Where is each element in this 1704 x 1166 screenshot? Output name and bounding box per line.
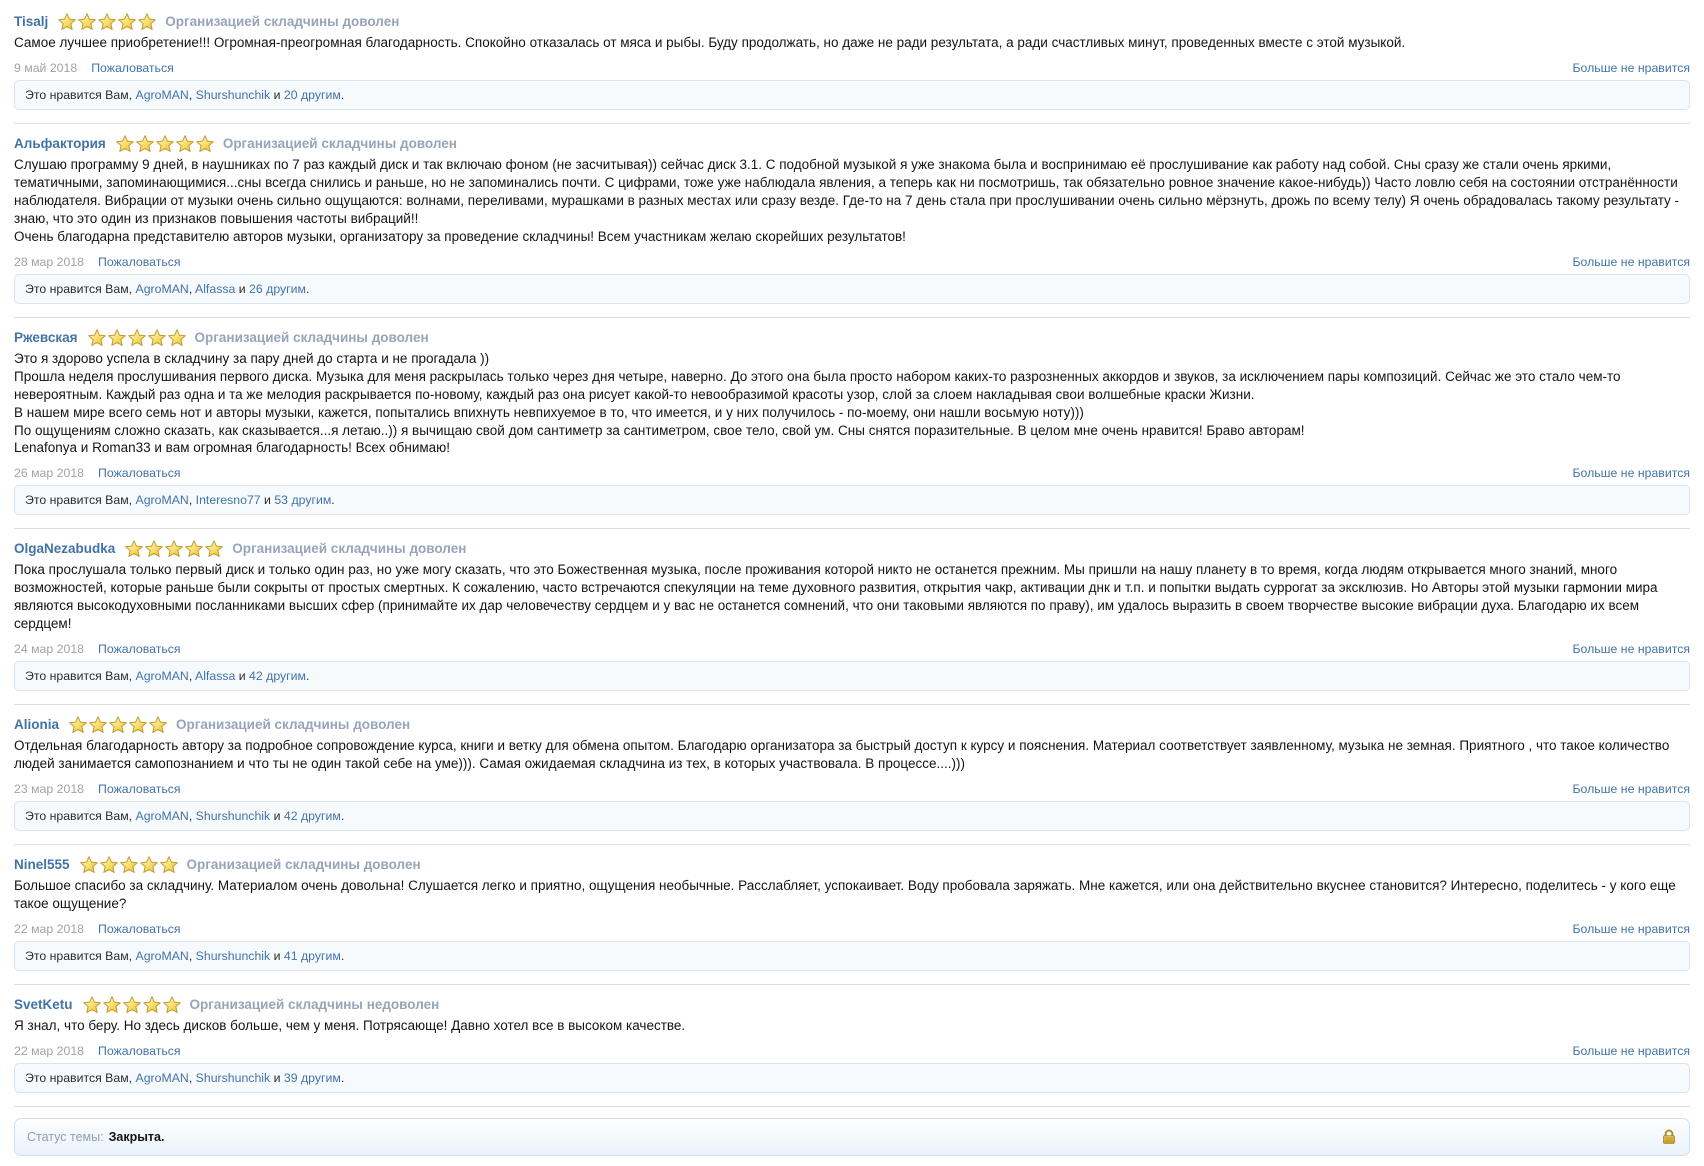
likes-lead-text: Это нравится Вам, [25, 87, 133, 102]
likes-conjunction: и [238, 281, 246, 296]
organizer-verdict-label: Организацией складчины доволен [222, 135, 457, 151]
unlike-link[interactable]: Больше не нравится [1572, 60, 1690, 75]
likes-summary-bar [14, 1063, 1690, 1093]
review-paragraph: Я знал, что беру. Но здесь дисков больше, чем у меня. Потрясающе! Давно хотел все в высоком качестве. [14, 1018, 686, 1034]
report-link[interactable]: Пожаловаться [98, 254, 181, 269]
liker-link-2[interactable]: Shurshunchik [195, 949, 271, 964]
star-icon [78, 13, 96, 30]
likes-period: . [340, 87, 345, 102]
unlike-link[interactable]: Больше не нравится [1572, 642, 1690, 657]
likes-period: . [340, 809, 345, 824]
thread-status-label: Статус темы: [27, 1130, 104, 1145]
likes-others-link[interactable]: 41 другим [283, 949, 341, 964]
rating-stars [88, 329, 186, 346]
review-paragraph: Самое лучшее приобретение!!! Огромная-преогромная благодарность. Спокойно отказалась от мяса и рыбы. Буду продолжать, но даже не ради результата, а ради счастливых минут, проведенных вместе с этой музыкой. [14, 35, 1406, 50]
likes-separator: , [188, 669, 193, 684]
review-paragraph: Очень благодарна представителю авторов музыки, организатору за проведение складчины! Всем участникам желаю скорейших результатов! [14, 228, 906, 244]
star-icon [69, 716, 87, 733]
post-date: 9 май 2018 [14, 60, 78, 75]
star-icon [165, 540, 183, 557]
star-icon [140, 856, 158, 873]
review-post [14, 985, 1690, 1107]
review-meta-row [14, 466, 1690, 480]
review-paragraph: Прошла неделя прослушивания первого диска. Музыка для меня раскрылась только через дня четыре, наверно. До этого она была просто набором каких-то разрозненных аккордов и звуков, за исключением пары композиций. Сейчас же это стало чем-то невероятным. Каждый раз одна и та же мелодия раскрывается по-новому, каждый раз она рисует какой-то невообразимой красоты узор, слой за слоем накладывая свои волшебные краски Жизни. [14, 368, 1621, 402]
likes-summary-bar [14, 941, 1690, 971]
star-icon [100, 856, 118, 873]
star-icon [125, 540, 143, 557]
rating-stars [116, 135, 214, 152]
likes-separator: , [188, 281, 193, 296]
organizer-verdict-label: Организацией складчины доволен [232, 541, 467, 557]
likes-period: . [340, 1071, 345, 1086]
review-post [14, 124, 1690, 318]
unlike-link[interactable]: Больше не нравится [1572, 1044, 1690, 1059]
rating-stars [58, 13, 156, 30]
review-paragraph: Lenafonya и Roman33 и вам огромная благодарность! Всех обнимаю! [14, 440, 451, 456]
liker-link-2[interactable]: Alfassa [195, 281, 236, 296]
star-icon [118, 13, 136, 30]
post-date: 26 мар 2018 [14, 466, 84, 481]
likes-summary-bar [14, 80, 1690, 110]
review-paragraph: Это я здорово успела в складчину за пару дней до старта и не прогадала )) [14, 350, 490, 366]
report-link[interactable]: Пожаловаться [98, 922, 181, 937]
rating-stars [83, 996, 181, 1013]
liker-link-1[interactable]: AgroMAN [135, 493, 189, 508]
organizer-verdict-label: Организацией складчины недоволен [189, 997, 440, 1013]
review-meta-row [14, 255, 1690, 269]
likes-lead-text: Это нравится Вам, [25, 669, 133, 684]
star-icon [149, 716, 167, 733]
likes-lead-text: Это нравится Вам, [25, 1071, 133, 1086]
star-icon [109, 716, 127, 733]
post-date: 24 мар 2018 [14, 642, 84, 657]
review-paragraph: Слушаю программу 9 дней, в наушниках по 7 раз каждый диск и так включаю фоном (не засчитывая)) сейчас диск 3.1. С подобной музыкой я уже знакома была и воспринимаю её прослушивание как работу над собой. Сны сразу же стали очень яркими, тематичными, запоминающимися...сны всегда снились и раньше, но не запоминались почти. С цифрами, тоже уже наблюдала явления, а теперь как ни посмотришь, так обязательно ровное значение какое-нибудь)) Часто ловлю себя на состоянии отстранённости наблюдателя. Вибрации от музыки очень сильно ощущаются: волнами, переливами, мурашками в разных местах или сразу везде. Где-то на 7 день стала при прослушивании очень сильно мёрзнуть, дрожь по всему телу) Я очень обрадовалась такому результату - знаю, что это один из признаков повышения частоты вибраций!! [14, 156, 1680, 226]
username-link[interactable]: Ржевская [14, 329, 78, 345]
review-header [14, 135, 1690, 152]
star-icon [168, 329, 186, 346]
likes-summary-bar [14, 801, 1690, 831]
likes-conjunction: и [273, 87, 281, 102]
liker-link-1[interactable]: AgroMAN [135, 949, 189, 964]
report-link[interactable]: Пожаловаться [98, 782, 181, 797]
likes-separator: , [188, 949, 193, 964]
star-icon [196, 135, 214, 152]
review-post [14, 2, 1690, 124]
star-icon [136, 135, 154, 152]
likes-separator: , [188, 1071, 193, 1086]
unlike-link[interactable]: Больше не нравится [1572, 466, 1690, 481]
review-header [14, 996, 1690, 1013]
rating-stars [80, 856, 178, 873]
star-icon [123, 996, 141, 1013]
thread-status-bar [14, 1118, 1690, 1156]
organizer-verdict-label: Организацией складчины доволен [165, 14, 400, 29]
username-link[interactable]: OlgaNezabudka [14, 541, 116, 557]
likes-separator: , [188, 809, 193, 824]
review-meta-row [14, 782, 1690, 796]
report-link[interactable]: Пожаловаться [98, 1044, 181, 1059]
likes-lead-text: Это нравится Вам, [25, 809, 133, 824]
likes-summary-bar [14, 661, 1690, 691]
likes-others-link[interactable]: 53 другим [274, 493, 332, 508]
likes-others-link[interactable]: 42 другим [283, 809, 341, 824]
review-paragraph: По ощущениям сложно сказать, как сказывается...я летаю..)) я вычищаю свой дом сантиметр за сантиметром, свое тело, свой ум. Сны снятся поразительные. В целом мне очень нравится! Браво авторам! [14, 422, 1305, 438]
review-header [14, 540, 1690, 557]
liker-link-1[interactable]: AgroMAN [135, 669, 189, 684]
star-icon [148, 329, 166, 346]
review-body [14, 34, 1690, 52]
thread-status-value: Закрыта. [108, 1130, 165, 1145]
review-body [14, 561, 1690, 633]
star-icon [98, 13, 116, 30]
likes-conjunction: и [264, 493, 271, 508]
lock-icon [1661, 1129, 1677, 1145]
star-icon [205, 540, 223, 557]
likes-others-link[interactable]: 20 другим [283, 87, 341, 102]
unlike-link[interactable]: Больше не нравится [1572, 922, 1690, 937]
likes-others-link[interactable]: 39 другим [283, 1071, 341, 1086]
review-header [14, 13, 1690, 30]
star-icon [138, 13, 156, 30]
star-icon [83, 996, 101, 1013]
review-meta-row [14, 1044, 1690, 1058]
liker-link-1[interactable]: AgroMAN [135, 809, 189, 824]
review-paragraph: Отдельная благодарность автору за подробное сопровождение курса, книги и ветку для обмена опытом. Благодарю организатора за быстрый доступ к курсу и пояснения. Материал соответствует заявленному, музыка не земная. Приятного , что такое количество людей занимается самопознанием и что ты не один такой себе на уме))). Самая ожидаемая складчина из тех, в которых участвовала. В процессе....))) [14, 738, 1670, 772]
star-icon [160, 856, 178, 873]
likes-conjunction: и [273, 1071, 281, 1086]
review-paragraph: Пока прослушала только первый диск и только один раз, но уже могу сказать, что это Божественная музыка, после проживания которой никто не останется прежним. Мы пришли на нашу планету в то время, когда людям открывается много знаний, много возможностей, которые раньше были сокрыты от простых смертных. К сожалению, часто встречаются спекуляции на теме духовного развития, открытия чакр, активации днк и т.п. и попытки выдать суррогат за эксклюзив. Но Авторы этой музыки гармонии мира являются высокодуховными посланниками высших сфер (принимайте их дар человечеству сердцем и у вас не останется сомнений, что они таковыми являются по праву), им удалось выразить в своем творчестве высокие вибрации духа. Благодарю их всем сердцем! [14, 562, 1658, 632]
likes-conjunction: и [273, 949, 281, 964]
report-link[interactable]: Пожаловаться [98, 466, 181, 481]
likes-separator: , [188, 493, 193, 508]
liker-link-2[interactable]: Shurshunchik [195, 1071, 271, 1086]
likes-lead-text: Это нравится Вам, [25, 949, 133, 964]
review-paragraph: Большое спасибо за складчину. Материалом очень довольна! Слушается легко и приятно, ощущения необычные. Расслабляет, успокаивает. Воду пробовала заряжать. Мне кажется, или она действительно вкуснее становится? Интересно, поделитесь - у кого еще такое ощущение? [14, 878, 1676, 912]
star-icon [116, 135, 134, 152]
review-post [14, 318, 1690, 530]
star-icon [120, 856, 138, 873]
likes-lead-text: Это нравится Вам, [25, 493, 133, 508]
liker-link-1[interactable]: AgroMAN [135, 87, 189, 102]
star-icon [129, 716, 147, 733]
rating-stars [69, 716, 167, 733]
post-date: 23 мар 2018 [14, 782, 84, 797]
review-body [14, 877, 1690, 913]
liker-link-2[interactable]: Interesno77 [195, 493, 261, 508]
review-paragraph: В нашем мире всего семь нот и авторы музыки, кажется, попытались впихнуть невпихуемое в то, что имеется, и у них получилось - по-моему, они нашли восьмую ноту))) [14, 404, 1084, 420]
review-meta-row [14, 642, 1690, 656]
review-body [14, 350, 1690, 458]
review-body [14, 737, 1690, 773]
star-icon [176, 135, 194, 152]
likes-others-link[interactable]: 42 другим [249, 669, 306, 684]
star-icon [58, 13, 76, 30]
review-header [14, 716, 1690, 733]
review-meta-row [14, 922, 1690, 936]
report-link[interactable]: Пожаловаться [98, 642, 181, 657]
liker-link-1[interactable]: AgroMAN [135, 281, 189, 296]
organizer-verdict-label: Организацией складчины доволен [176, 717, 411, 733]
star-icon [89, 716, 107, 733]
organizer-verdict-label: Организацией складчины доволен [194, 329, 429, 345]
review-body [14, 156, 1690, 246]
likes-period: . [305, 669, 310, 684]
username-link[interactable]: Tisalj [14, 14, 49, 29]
likes-period: . [305, 281, 310, 296]
likes-period: . [331, 493, 335, 508]
star-icon [163, 996, 181, 1013]
post-date: 22 мар 2018 [14, 922, 84, 937]
unlike-link[interactable]: Больше не нравится [1572, 782, 1690, 797]
liker-link-2[interactable]: Shurshunchik [195, 87, 271, 102]
review-body [14, 1017, 1690, 1035]
review-post [14, 705, 1690, 845]
star-icon [128, 329, 146, 346]
star-icon [88, 329, 106, 346]
liker-link-2[interactable]: Alfassa [195, 669, 236, 684]
likes-separator: , [188, 87, 193, 102]
star-icon [143, 996, 161, 1013]
username-link[interactable]: Ninel555 [14, 857, 70, 873]
post-date: 28 мар 2018 [14, 254, 84, 269]
likes-others-link[interactable]: 26 другим [249, 281, 306, 296]
unlike-link[interactable]: Больше не нравится [1572, 254, 1690, 269]
liker-link-1[interactable]: AgroMAN [135, 1071, 189, 1086]
likes-summary-bar [14, 274, 1690, 304]
likes-period: . [340, 949, 345, 964]
star-icon [80, 856, 98, 873]
likes-lead-text: Это нравится Вам, [25, 281, 133, 296]
review-header [14, 329, 1690, 346]
review-meta-row [14, 61, 1690, 75]
review-post [14, 529, 1690, 705]
username-link[interactable]: Альфактория [14, 135, 106, 151]
rating-stars [125, 540, 223, 557]
likes-conjunction: и [238, 669, 246, 684]
post-date: 22 мар 2018 [14, 1044, 84, 1059]
review-post [14, 845, 1690, 985]
likes-summary-bar [14, 485, 1690, 515]
report-link[interactable]: Пожаловаться [91, 60, 174, 75]
star-icon [156, 135, 174, 152]
star-icon [145, 540, 163, 557]
star-icon [108, 329, 126, 346]
username-link[interactable]: Alionia [14, 717, 60, 733]
review-header [14, 856, 1690, 873]
star-icon [185, 540, 203, 557]
username-link[interactable]: SvetKetu [14, 997, 73, 1013]
organizer-verdict-label: Организацией складчины доволен [186, 857, 421, 873]
liker-link-2[interactable]: Shurshunchik [195, 809, 271, 824]
likes-conjunction: и [273, 809, 281, 824]
star-icon [103, 996, 121, 1013]
